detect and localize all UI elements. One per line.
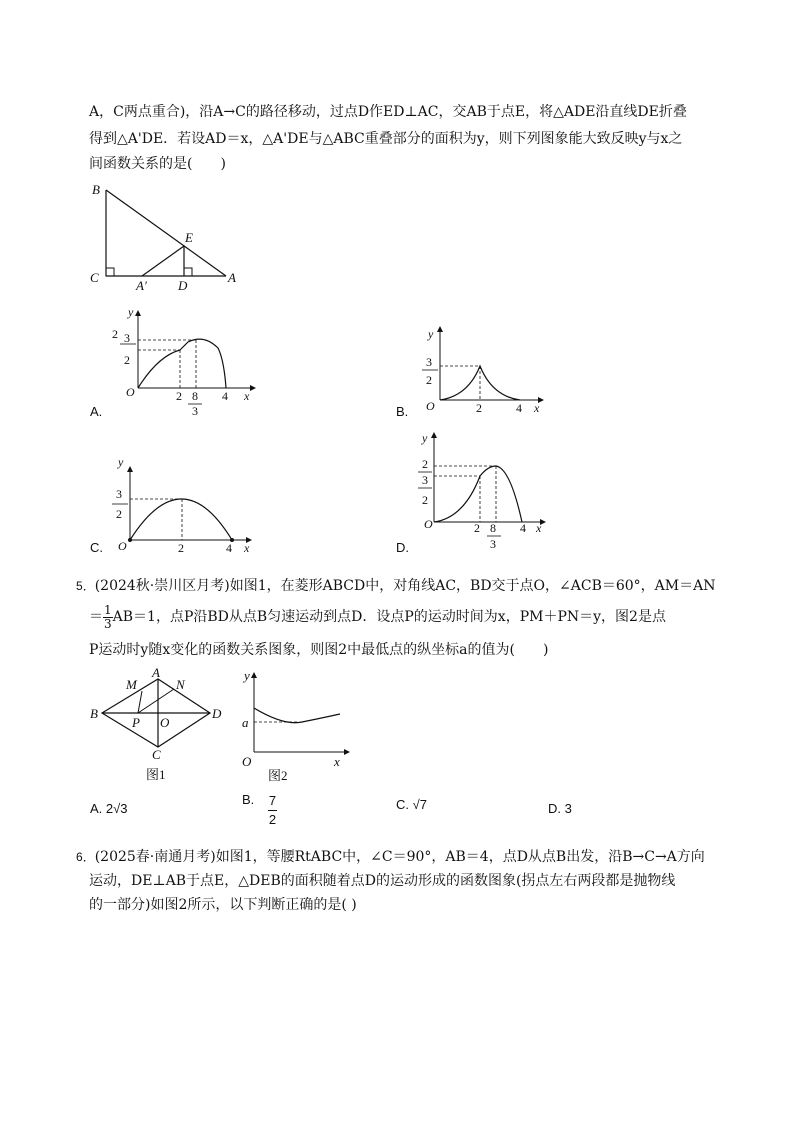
svg-text:O: O	[118, 539, 127, 553]
q4-text-line-2: 得到△A'DE．若设AD＝x，△A'DE与△ABC重叠部分的面积为y，则下列图象能大致反映y与x之	[89, 131, 683, 147]
svg-text:4: 4	[516, 401, 522, 415]
svg-text:8: 8	[490, 521, 496, 535]
svg-text:y: y	[244, 668, 250, 683]
q4-option-a-graph	[108, 305, 268, 418]
svg-text:O: O	[126, 385, 135, 399]
label-D: D	[178, 278, 188, 293]
svg-text:O: O	[242, 754, 252, 769]
q5-text-line-1: 5．(2024秋·崇川区月考)如图1，在菱形ABCD中，对角线AC，BD交于点O，∠ACB＝60°，AM＝AN	[76, 578, 716, 594]
svg-text:B: B	[90, 706, 98, 721]
svg-text:y: y	[118, 455, 124, 469]
svg-text:N: N	[176, 677, 185, 692]
q4-text-line-3: 间函数关系的是( )	[89, 156, 226, 172]
svg-text:x: x	[244, 541, 250, 555]
svg-text:图1: 图1	[146, 767, 166, 782]
svg-text:2: 2	[426, 373, 432, 387]
q4-option-c-letter[interactable]: C.	[90, 540, 103, 555]
svg-text:2: 2	[422, 457, 428, 471]
q5-option-a[interactable]: A. 2√3	[90, 801, 128, 816]
q5-text-line-2: ＝ $\frac{1}{3}$ AB＝1，点P沿BD从点B匀速运动到点D．设点P的运动时间为x，PM＋PN＝y，图2是点	[89, 602, 666, 631]
svg-text:M: M	[126, 677, 137, 692]
q5-option-c[interactable]: C. √7	[396, 797, 427, 812]
q5-text-line-3: P运动时y随x变化的函数关系图象，则图2中最低点的纵坐标a的值为( )	[89, 642, 549, 658]
svg-text:8: 8	[192, 389, 198, 403]
label-A: A	[228, 270, 236, 285]
q6-text-line-3: 的一部分)如图2所示，以下判断正确的是( )	[89, 897, 357, 913]
q6-text-line-1: 6．(2025春·南通月考)如图1，等腰RtABC中，∠C＝90°，AB＝4，点D从点B出发，沿B→C→A方向	[76, 849, 705, 865]
svg-text:4: 4	[520, 521, 526, 535]
svg-text:2: 2	[112, 327, 118, 341]
svg-text:2: 2	[474, 521, 480, 535]
q5-option-d[interactable]: D. 3	[548, 801, 572, 816]
svg-text:2: 2	[422, 493, 428, 507]
q4-option-d-graph	[410, 430, 560, 555]
q5-figure-2-graph	[236, 668, 356, 783]
svg-text:3: 3	[490, 537, 496, 551]
svg-text:x: x	[244, 389, 250, 403]
svg-text:P: P	[132, 715, 140, 730]
q4-option-d-letter[interactable]: D.	[396, 540, 409, 555]
svg-text:2: 2	[176, 389, 182, 403]
svg-text:3: 3	[192, 404, 198, 418]
svg-text:a: a	[242, 715, 249, 730]
svg-text:y: y	[128, 305, 134, 319]
svg-text:D: D	[212, 706, 222, 721]
label-B: B	[92, 182, 100, 197]
q5-fraction: $\frac{1}{3}$	[104, 602, 112, 631]
label-C: C	[90, 270, 99, 285]
svg-text:x: x	[534, 401, 540, 415]
svg-text:C: C	[152, 747, 161, 762]
q4-option-b-graph	[410, 324, 560, 419]
svg-text:3: 3	[422, 473, 428, 487]
svg-text:y: y	[428, 327, 434, 341]
q4-option-a-letter[interactable]: A.	[90, 404, 103, 419]
q4-option-b-letter[interactable]: B.	[396, 404, 409, 419]
svg-text:2: 2	[116, 507, 122, 521]
label-E: E	[185, 230, 193, 245]
svg-text:x: x	[334, 754, 340, 769]
svg-text:A: A	[152, 665, 160, 680]
svg-text:y: y	[422, 431, 428, 445]
svg-text:3: 3	[426, 355, 432, 369]
svg-text:O: O	[160, 715, 170, 730]
q4-text-line-1: A，C两点重合)，沿A→C的路径移动，过点D作ED⊥AC，交AB于点E，将△ADE沿直线DE折叠	[89, 104, 687, 120]
svg-text:图2: 图2	[268, 768, 288, 783]
q4-option-c-graph	[108, 455, 268, 555]
q6-text-line-2: 运动，DE⊥AB于点E，△DEB的面积随着点D的运动形成的函数图象(拐点左右两段都是抛物线	[89, 873, 676, 889]
svg-text:2: 2	[476, 401, 482, 415]
svg-text:O: O	[424, 517, 433, 531]
svg-text:4: 4	[222, 389, 228, 403]
q5-figure-1-rhombus	[86, 665, 236, 785]
q4-triangle-figure	[88, 180, 248, 293]
svg-text:x: x	[536, 521, 542, 535]
svg-text:2: 2	[124, 353, 130, 367]
svg-text:3: 3	[124, 331, 130, 345]
svg-text:4: 4	[226, 541, 232, 555]
svg-text:2: 2	[178, 541, 184, 555]
svg-text:O: O	[426, 399, 435, 413]
svg-text:3: 3	[116, 487, 122, 501]
label-A-prime: A′	[136, 278, 147, 293]
q5-option-b[interactable]: B. $\frac{7}{2}$	[242, 792, 277, 827]
